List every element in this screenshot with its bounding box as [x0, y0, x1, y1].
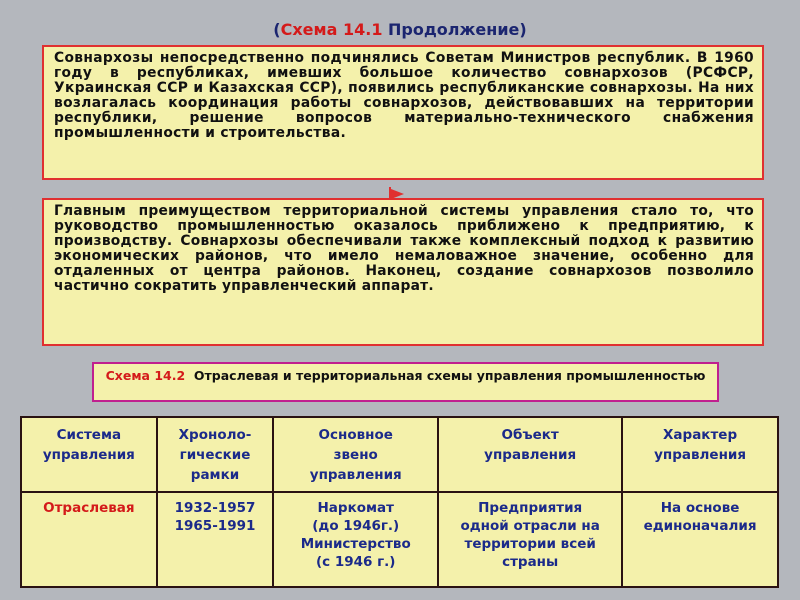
scheme-text: Отраслевая и территориальная схемы управления промышленностью: [193, 368, 706, 383]
text-box-advantages: Главным преимуществом территориальной системы управления стало то, что руководство промышленностью оказалось приближено к предприятию, к производству. Совнархозы обеспечивали также комплексный подход к развитию экономических районов, что имело немаловажное значение, особенно для отдаленных от центра районов. Наконец, создание совнархозов позволило частично сократить управленческий аппарат.: [42, 198, 764, 346]
cell-main-unit: Наркомат (до 1946г.) Министерство (с 1946 г.): [273, 492, 438, 587]
header-chronology: Хроноло- гические рамки: [157, 417, 274, 492]
scheme-caption: [92, 362, 719, 402]
cell-system: Отраслевая: [21, 492, 157, 587]
text-box-sovnarkhozy: Совнархозы непосредственно подчинялись Советам Министров республик. В 1960 году в республиках, имевших большое количество совнархозов (РСФСР, Украинская ССР и Казахская ССР), появились республиканские совнархозы. На них возлагалась координация работы совнархозов, действовавших на территории республики, решение вопросов материально-технического снабжения промышленности и строительства.: [42, 45, 764, 180]
title-suffix: Продолжение): [382, 20, 527, 39]
cell-chronology: 1932-1957 1965-1991: [157, 492, 274, 587]
header-main-unit: Основное звено управления: [273, 417, 438, 492]
scheme-label: Схема 14.2: [105, 368, 186, 383]
header-character: Характер управления: [622, 417, 778, 492]
cell-object: Предприятия одной отрасли на территории всей страны: [438, 492, 622, 587]
title-scheme-label: Схема 14.1: [280, 20, 383, 39]
header-object: Объект управления: [438, 417, 622, 492]
cell-character: На основе единоначалия: [622, 492, 778, 587]
slide-title: [0, 20, 800, 39]
table-header-row: [21, 417, 778, 492]
header-system: Система управления: [21, 417, 157, 492]
title-prefix: (: [273, 20, 281, 39]
table-row: [21, 492, 778, 587]
management-table: [20, 416, 779, 588]
